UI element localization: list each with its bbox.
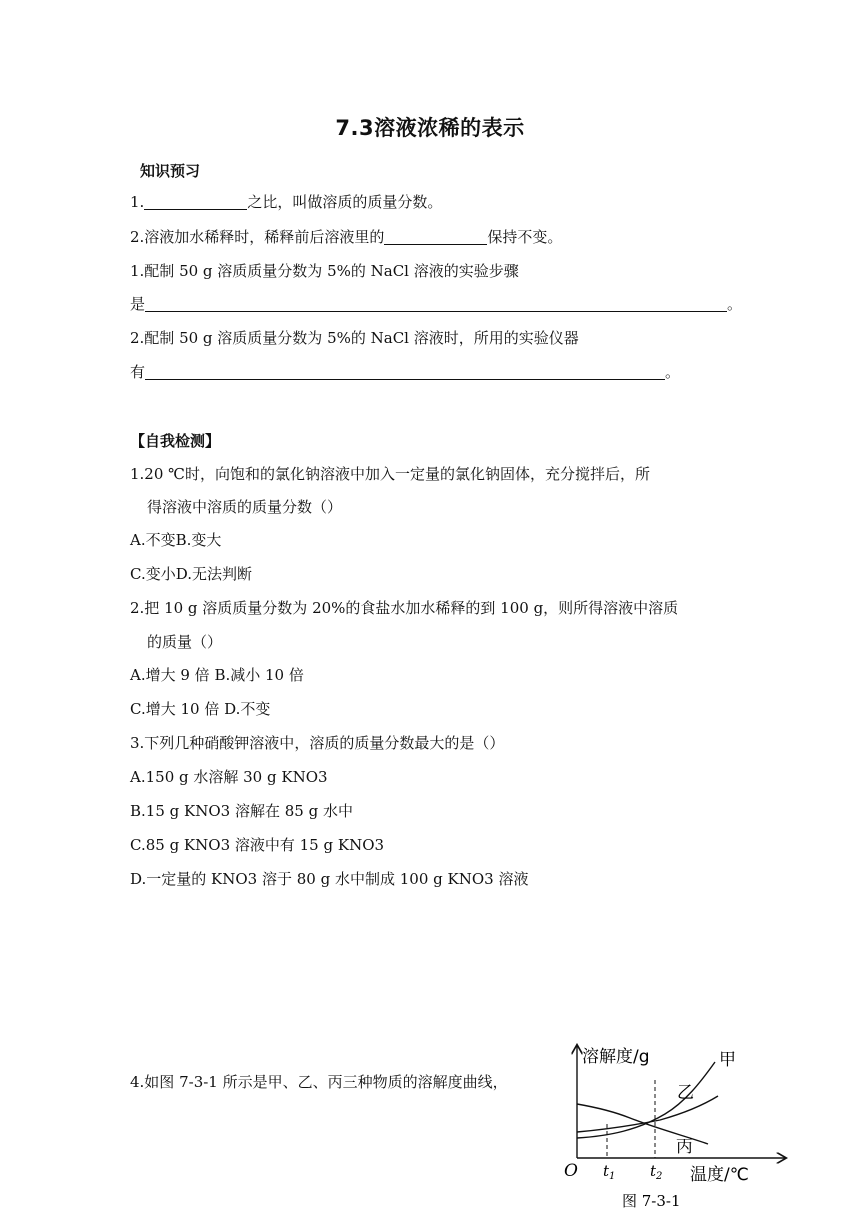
q4-blank[interactable] (145, 363, 665, 380)
curve-yi (577, 1096, 718, 1132)
label-bing: 丙 (676, 1137, 693, 1157)
q3-blank[interactable] (145, 295, 727, 312)
q2-text-pre: 2.溶液加水稀释时，稀释前后溶液里的 (130, 228, 385, 246)
q1-text: 之比，叫做溶质的质量分数。 (247, 193, 443, 211)
label-jia: 甲 (719, 1050, 736, 1070)
solubility-curve-figure (560, 1040, 790, 1216)
q4-text-post: 。 (665, 363, 681, 381)
t1-label: $t_1$ (603, 1162, 616, 1182)
sc-q4-line1: 4.如图 7-3-1 所示是甲、乙、丙三种物质的溶解度曲线， (130, 1073, 508, 1091)
origin-label: O (564, 1161, 578, 1181)
preview-heading: 知识预习 (140, 162, 201, 180)
q3-text-pre: 是 (130, 295, 146, 313)
q3-text-post: 。 (727, 295, 743, 313)
sc-q3-option-a: A.150 g 水溶解 30 g KNO3 (130, 768, 328, 786)
q4-text-pre: 有 (130, 363, 146, 381)
q2-text-post: 保持不变。 (487, 228, 563, 246)
label-yi: 乙 (677, 1083, 694, 1103)
sc-q3-option-d: D.一定量的 KNO3 溶于 80 g 水中制成 100 g KNO3 溶液 (130, 870, 529, 888)
y-axis-label: 溶解度/g (582, 1047, 650, 1067)
preview-q3-line2 (130, 293, 742, 314)
sc-q2-options-ab: A.增大 9 倍 B.减小 10 倍 (130, 666, 304, 684)
curve-jia (577, 1062, 715, 1138)
sc-q1-line1: 1.20 ℃时，向饱和的氯化钠溶液中加入一定量的氯化钠固体，充分搅拌后，所 (130, 465, 650, 483)
page-title: 7.3溶液浓稀的表示 (335, 116, 525, 140)
t2-label: $t_2$ (650, 1162, 663, 1182)
sc-q3-option-b: B.15 g KNO3 溶解在 85 g 水中 (130, 802, 353, 820)
preview-q3-line1: 1.配制 50 g 溶质质量分数为 5%的 NaCl 溶液的实验步骤 (130, 262, 519, 280)
q1-number: 1. (130, 193, 145, 211)
q2-blank[interactable] (384, 228, 487, 245)
sc-q2-options-cd: C.增大 10 倍 D.不变 (130, 700, 271, 718)
sc-q2-line1: 2.把 10 g 溶质质量分数为 20%的食盐水加水稀释的到 100 g，则所得溶液中溶质 (130, 599, 679, 617)
figure-caption: 图 7-3-1 (622, 1192, 681, 1210)
sc-q2-line2: 的质量（） (147, 633, 223, 651)
sc-q1-options-cd: C.变小D.无法判断 (130, 565, 252, 583)
q1-blank[interactable] (144, 193, 247, 210)
sc-q3-option-c: C.85 g KNO3 溶液中有 15 g KNO3 (130, 836, 385, 854)
preview-q4-line2 (130, 361, 680, 382)
sc-q1-line2: 得溶液中溶质的质量分数（） (147, 498, 343, 516)
preview-q1 (130, 191, 442, 212)
sc-q3-line1: 3.下列几种硝酸钾溶液中，溶质的质量分数最大的是（） (130, 734, 505, 752)
self-check-heading: 【自我检测】 (130, 432, 221, 450)
preview-q2 (130, 226, 562, 247)
sc-q1-options-ab: A.不变B.变大 (130, 531, 222, 549)
x-axis-label: 温度/℃ (690, 1165, 749, 1185)
preview-q4-line1: 2.配制 50 g 溶质质量分数为 5%的 NaCl 溶液时，所用的实验仪器 (130, 329, 579, 347)
